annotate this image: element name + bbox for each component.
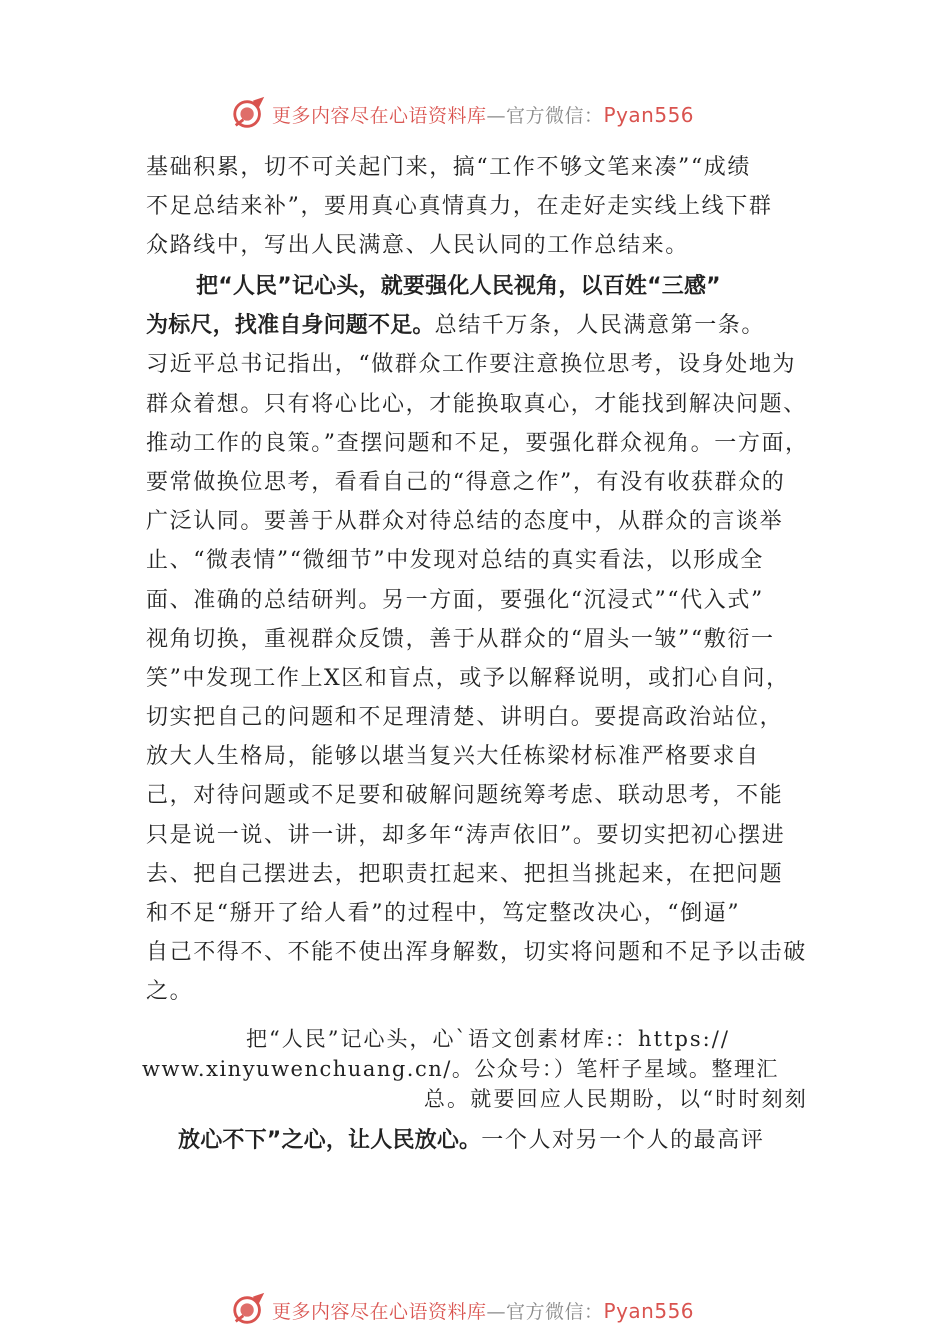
text-line: 习近平总书记指出，“做群众工作要注意换位思考，设身处地为 [146, 352, 797, 378]
note-line: 总。就要回应人民期盼，以“时时刻刻 [423, 1087, 808, 1111]
banner-text [272, 101, 694, 128]
text-line: 要常做换位思考，看看自己的“得意之作”，有没有收获群众的 [146, 469, 786, 495]
bold-heading-part1: 把“人民”记心头，就要强化人民视角，以百姓“三感” [196, 274, 721, 299]
banner-text [272, 1297, 694, 1324]
text-line: 只是说一说、讲一讲，却多年“涛声依旧”。要切实把初心摆进 [146, 822, 786, 848]
text-line: 笑”中发现工作上X区和盲点，或予以解释说明，或扪心自问， [146, 665, 790, 691]
paragraph-1 [146, 148, 826, 266]
text-line: 基础积累，切不可关起门来，搞“工作不够文笔来凑”“成绩 [146, 155, 751, 180]
note-line: 把“人民”记心头，心`语文创素材库:：https:// [246, 1027, 730, 1051]
text-line: 切实把自己的问题和不足理清楚、讲明白。要提高政治站位， [146, 705, 784, 731]
note-line: www.xinyuwenchuang.cn/。公众号：）笔杆子星域。整理汇 [142, 1057, 779, 1081]
banner-separator: — [486, 104, 507, 127]
banner-main-text: 更多内容尽在心语资料库 [272, 1300, 487, 1323]
text-line: 不足总结来补”，要用真心真情真力，在走好走实线上线下群 [146, 194, 773, 220]
brush-logo-icon [230, 95, 268, 133]
text-line: 己，对待问题或不足要和破解问题统筹考虑、联动思考，不能 [146, 783, 784, 809]
text-line: 自己不得不、不能不使出浑身解数，切实将问题和不足予以击破 [146, 940, 807, 966]
banner-wechat-label: 官方微信： [506, 1300, 604, 1323]
text-span: 总结千万条，人民满意第一条。 [434, 313, 766, 339]
banner-wechat-label: 官方微信： [506, 104, 604, 127]
final-line [178, 1124, 764, 1158]
brush-logo-icon [230, 1291, 268, 1329]
text-span: 一个人对另一个人的最高评 [481, 1128, 765, 1153]
footer-banner [230, 1290, 730, 1330]
banner-wechat-id: Pyan556 [603, 102, 695, 127]
text-line: 视角切换，重视群众反馈，善于从群众的“眉头一皱”“敷衍一 [146, 626, 775, 652]
paragraph-2 [146, 267, 826, 1012]
text-line: 之。 [146, 979, 194, 1005]
bold-heading-part: 放心不下”之心，让人民放心。 [178, 1128, 482, 1153]
text-line: 推动工作的良策。”查摆问题和不足，要强化群众视角。一方面， [146, 430, 809, 456]
text-line [146, 306, 826, 345]
text-line: 和不足“掰开了给人看”的过程中，笃定整改决心，“倒逼” [146, 901, 741, 926]
text-line: 去、把自己摆进去，把职责扛起来、把担当挑起来，在把问题 [146, 861, 784, 887]
text-line: 广泛认同。要善于从群众对待总结的态度中，从群众的言谈举 [146, 509, 784, 535]
banner-wechat-id: Pyan556 [603, 1298, 695, 1323]
header-banner [230, 94, 730, 134]
banner-separator: — [486, 1300, 507, 1323]
inserted-source-note [142, 1024, 812, 1114]
text-line: 众路线中，写出人民满意、人民认同的工作总结来。 [146, 233, 689, 259]
text-line: 放大人生格局，能够以堪当复兴大任栋梁材标准严格要求自 [146, 744, 760, 770]
bold-heading-part2: 为标尺，找准自身问题不足。 [146, 313, 435, 339]
banner-main-text: 更多内容尽在心语资料库 [272, 104, 487, 127]
text-line: 面、准确的总结研判。另一方面，要强化“沉浸式”“代入式” [146, 587, 764, 613]
text-line: 群众着想。只有将心比心，才能换取真心，才能找到解决问题、 [146, 391, 807, 417]
text-line: 止、“微表情”“微细节”中发现对总结的真实看法，以形成全 [146, 548, 764, 574]
text-line [146, 267, 826, 306]
